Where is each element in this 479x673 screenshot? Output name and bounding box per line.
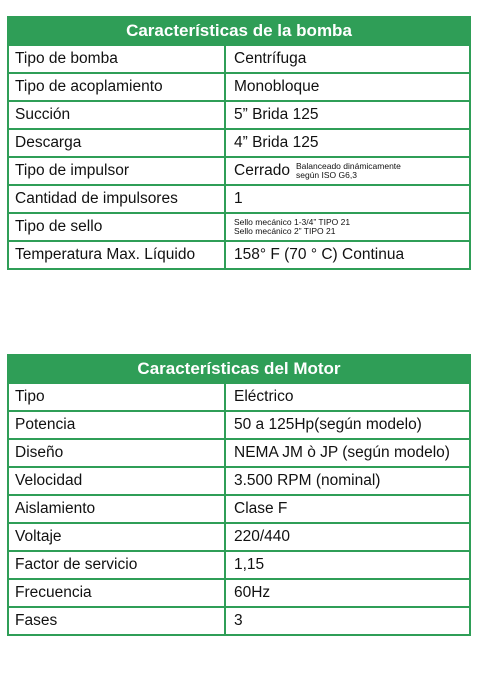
row-value: 1,15 bbox=[234, 556, 265, 573]
table-row bbox=[9, 410, 469, 438]
table-row bbox=[9, 382, 469, 410]
row-label: Aislamiento bbox=[9, 496, 226, 522]
row-value: 3 bbox=[234, 612, 243, 629]
row-label: Tipo de sello bbox=[9, 214, 226, 240]
table-row bbox=[9, 438, 469, 466]
motor-table-title: Características del Motor bbox=[9, 356, 469, 382]
row-label: Potencia bbox=[9, 412, 226, 438]
motor-characteristics-table bbox=[7, 354, 471, 636]
row-label: Succión bbox=[9, 102, 226, 128]
row-value: 4” Brida 125 bbox=[234, 134, 319, 151]
row-value-group bbox=[226, 158, 469, 184]
row-label: Fases bbox=[9, 608, 226, 634]
row-value: 220/440 bbox=[234, 528, 291, 545]
table-row bbox=[9, 494, 469, 522]
row-label: Descarga bbox=[9, 130, 226, 156]
row-value: 158° F (70 ° C) Continua bbox=[234, 246, 405, 263]
row-label: Frecuencia bbox=[9, 580, 226, 606]
row-value: 3.500 RPM (nominal) bbox=[234, 472, 381, 489]
row-label: Cantidad de impulsores bbox=[9, 186, 226, 212]
row-value: Eléctrico bbox=[234, 388, 294, 405]
row-value: 1 bbox=[234, 190, 243, 207]
pump-characteristics-table bbox=[7, 16, 471, 270]
table-row bbox=[9, 212, 469, 240]
seal-line1: Sello mecánico 1-3/4” TIPO 21 bbox=[234, 216, 351, 227]
row-label: Temperatura Max. Líquido bbox=[9, 242, 226, 268]
row-label: Tipo de acoplamiento bbox=[9, 74, 226, 100]
table-row bbox=[9, 240, 469, 268]
row-value: Clase F bbox=[234, 500, 288, 517]
row-label: Diseño bbox=[9, 440, 226, 466]
row-label: Tipo bbox=[9, 384, 226, 410]
row-value: 50 a 125Hp(según modelo) bbox=[234, 416, 422, 433]
table-row bbox=[9, 606, 469, 634]
table-row bbox=[9, 550, 469, 578]
impeller-type-value: Cerrado bbox=[234, 162, 290, 179]
table-row bbox=[9, 522, 469, 550]
row-label: Voltaje bbox=[9, 524, 226, 550]
row-value-group bbox=[226, 214, 469, 240]
table-row bbox=[9, 72, 469, 100]
impeller-balance-note bbox=[296, 162, 401, 180]
impeller-note-line1: Balanceado dinámicamente bbox=[296, 161, 401, 171]
row-value: Monobloque bbox=[234, 78, 320, 95]
seal-line2: Sello mecánico 2” TIPO 21 bbox=[234, 226, 336, 236]
row-label: Factor de servicio bbox=[9, 552, 226, 578]
table-row bbox=[9, 156, 469, 184]
pump-table-title: Características de la bomba bbox=[9, 18, 469, 44]
table-row bbox=[9, 184, 469, 212]
table-row bbox=[9, 466, 469, 494]
row-value: Centrífuga bbox=[234, 50, 307, 67]
table-row bbox=[9, 44, 469, 72]
row-label: Tipo de bomba bbox=[9, 46, 226, 72]
seal-type-lines bbox=[234, 218, 350, 237]
row-value: 5” Brida 125 bbox=[234, 106, 319, 123]
table-row bbox=[9, 100, 469, 128]
row-label: Tipo de impulsor bbox=[9, 158, 226, 184]
row-value: NEMA JM ò JP (según modelo) bbox=[234, 444, 450, 461]
table-row bbox=[9, 578, 469, 606]
impeller-note-line2: según ISO G6,3 bbox=[296, 170, 357, 180]
row-label: Velocidad bbox=[9, 468, 226, 494]
row-value: 60Hz bbox=[234, 584, 271, 601]
table-row bbox=[9, 128, 469, 156]
